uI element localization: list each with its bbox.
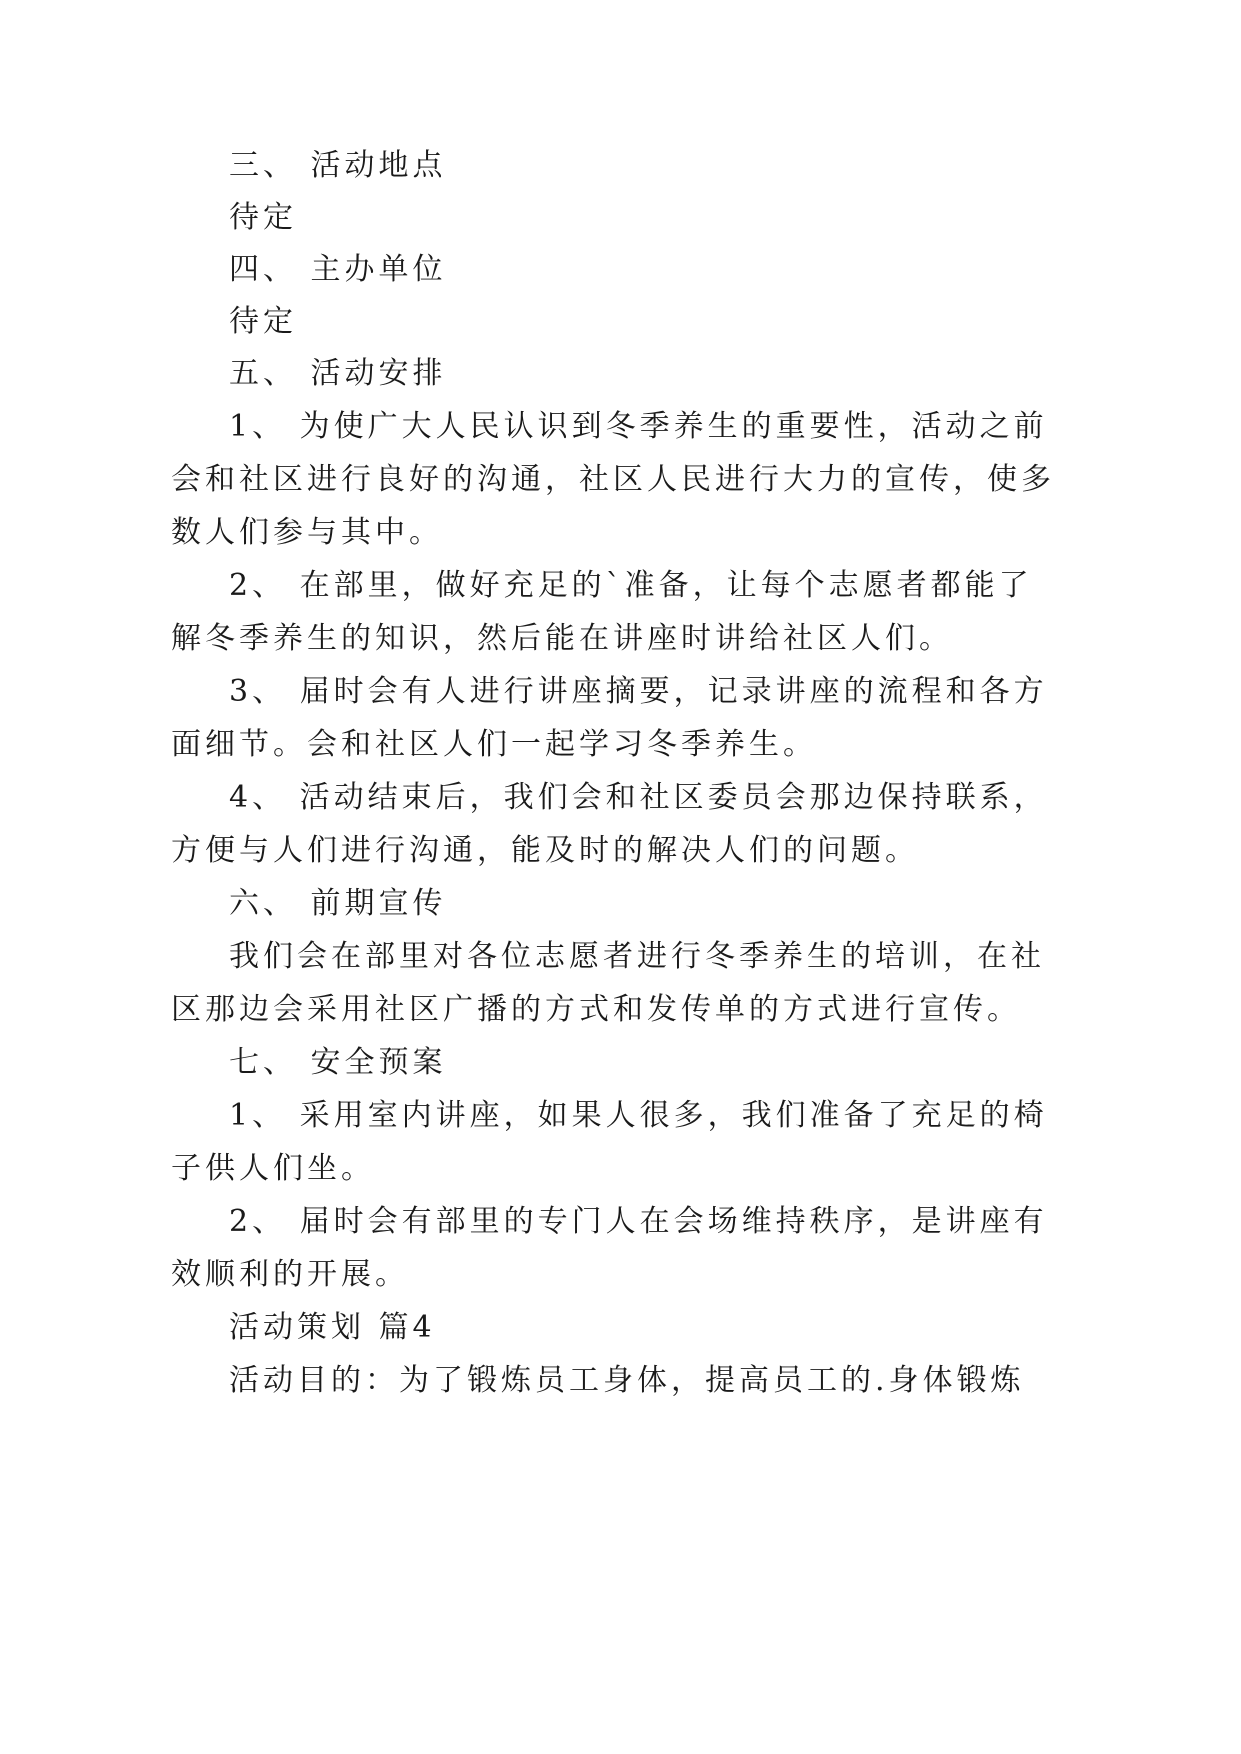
section-heading-venue: 三、 活动地点 xyxy=(229,148,447,183)
section-heading-activity-plan: 活动策划 篇4 xyxy=(229,1310,436,1345)
paragraph-line: 解冬季养生的知识，然后能在讲座时讲给社区人们。 xyxy=(171,621,953,656)
paragraph-line: 2、 届时会有部里的专门人在会场维持秩序，是讲座有 xyxy=(229,1204,1048,1239)
paragraph-line: 方便与人们进行沟通，能及时的解决人们的问题。 xyxy=(171,833,919,868)
section-heading-schedule: 五、 活动安排 xyxy=(229,356,447,391)
paragraph-line: 3、 届时会有人进行讲座摘要，记录讲座的流程和各方 xyxy=(229,674,1048,709)
paragraph-line: 区那边会采用社区广播的方式和发传单的方式进行宣传。 xyxy=(171,992,1021,1027)
paragraph-line: 效顺利的开展。 xyxy=(171,1257,409,1292)
paragraph-line: 1、 采用室内讲座，如果人很多，我们准备了充足的椅 xyxy=(229,1098,1048,1133)
section-heading-publicity: 六、 前期宣传 xyxy=(229,886,447,921)
paragraph-line: 4、 活动结束后，我们会和社区委员会那边保持联系， xyxy=(229,780,1048,815)
paragraph-line: 子供人们坐。 xyxy=(171,1151,375,1186)
paragraph-line: 活动目的：为了锻炼员工身体，提高员工的.身体锻炼 xyxy=(229,1363,1025,1398)
paragraph-line: 面细节。会和社区人们一起学习冬季养生。 xyxy=(171,727,817,762)
paragraph-line: 2、 在部里，做好充足的`准备，让每个志愿者都能了 xyxy=(229,568,1033,603)
paragraph-line: 我们会在部里对各位志愿者进行冬季养生的培训，在社 xyxy=(229,939,1045,974)
venue-text: 待定 xyxy=(229,200,297,235)
organizer-text: 待定 xyxy=(229,304,297,339)
section-heading-organizer: 四、 主办单位 xyxy=(229,252,447,287)
paragraph-line: 数人们参与其中。 xyxy=(171,515,443,550)
paragraph-line: 1、 为使广大人民认识到冬季养生的重要性，活动之前 xyxy=(229,409,1048,444)
paragraph-line: 会和社区进行良好的沟通，社区人民进行大力的宣传，使多 xyxy=(171,462,1055,497)
section-heading-safety: 七、 安全预案 xyxy=(229,1045,447,1080)
